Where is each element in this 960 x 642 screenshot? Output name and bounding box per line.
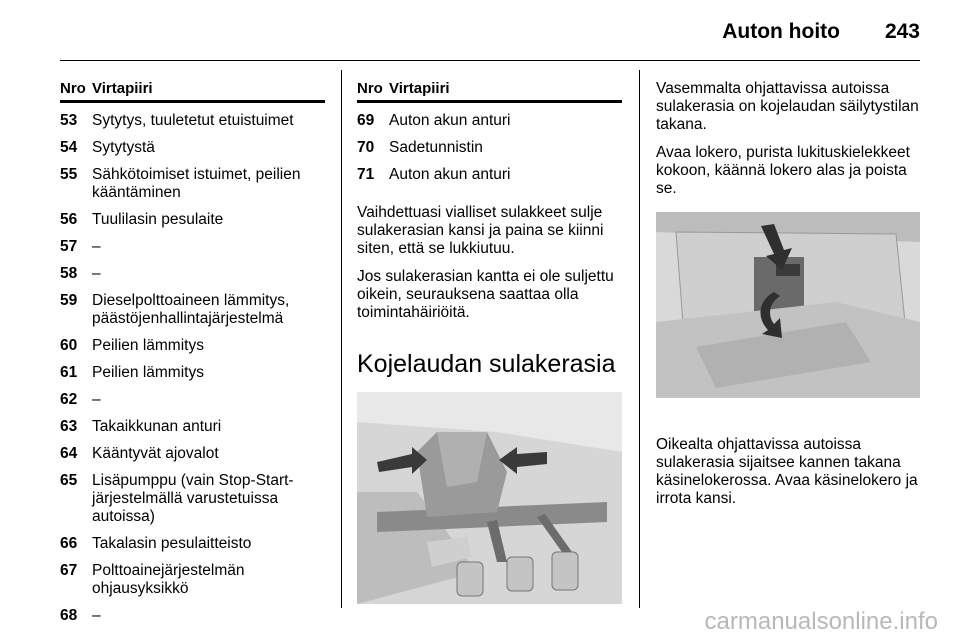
paragraph: Vaihdettuasi vialliset sulakkeet sulje sulakerasian kansi ja paina se kiinni siten, että se lukkiutuu. [357,204,604,257]
fuse-number: 57 [60,238,78,255]
table-header [357,80,622,103]
dashboard-fusebox-illustration [357,392,622,604]
paragraph: Avaa lokero, purista lukituskielekkeet kokoon, käännä lokero alas ja poista se. [656,144,910,197]
section-heading: Kojelaudan sulakerasia [357,350,616,378]
circuit-text: Dieselpolttoaineen lämmitys, päästöjenhallintajärjestelmä [92,292,290,327]
fuse-number: 58 [60,265,78,282]
table-row [60,292,325,328]
table-row [60,337,325,355]
fuse-number: 65 [60,472,78,489]
fuse-table-left [60,80,325,625]
column-divider [639,70,640,608]
fuse-number: 53 [60,112,78,129]
fuse-number: 59 [60,292,78,309]
table-row [357,166,622,184]
paragraph: Oikealta ohjattavissa autoissa sulakerasia sijaitsee kannen takana käsinelokerossa. Avaa käsinelokero ja irrota kansi. [656,436,918,507]
table-row [60,211,325,229]
table-row [357,112,622,130]
table-row [60,364,325,382]
circuit-text: – [92,607,101,624]
fuse-number: 64 [60,445,78,462]
glovebox-illustration [656,212,920,398]
circuit-text: – [92,265,101,282]
table-row [60,391,325,409]
table-row [60,238,325,256]
circuit-text: Peilien lämmitys [92,364,204,381]
fuse-number: 67 [60,562,78,579]
table-row [357,139,622,157]
fuse-number: 55 [60,166,78,183]
circuit-text: Polttoainejärjestelmän ohjausyksikkö [92,562,245,597]
table-header [60,80,325,103]
column-header-nro: Nro [60,80,86,97]
watermark: carmanualsonline.info [704,608,938,635]
circuit-text: Takalasin pesulaitteisto [92,535,252,552]
fuse-number: 63 [60,418,78,435]
circuit-text: Lisäpumppu (vain Stop-Start-järjestelmällä varustetuissa autoissa) [92,472,294,525]
column-header-virtapiiri: Virtapiiri [389,80,450,97]
circuit-text: Tuulilasin pesulaite [92,211,224,228]
table-row [60,472,325,526]
section-title: Auton hoito [722,20,840,43]
fuse-number: 66 [60,535,78,552]
column-header-virtapiiri: Virtapiiri [92,80,153,97]
fuse-number: 69 [357,112,375,129]
circuit-text: Sadetunnistin [389,139,483,156]
table-row [60,112,325,130]
circuit-text: Sytytystä [92,139,155,156]
circuit-text: – [92,238,101,255]
table-row [60,139,325,157]
paragraph: Jos sulakerasian kantta ei ole suljettu oikein, seurauksena saattaa olla toimintahäiriöitä. [357,268,614,321]
circuit-text: Takaikkunan anturi [92,418,222,435]
right-column [656,80,922,508]
fuse-number: 56 [60,211,78,228]
fuse-number: 61 [60,364,78,381]
table-row [60,607,325,625]
column-header-nro: Nro [357,80,383,97]
circuit-text: Sähkötoimiset istuimet, peilien kääntäminen [92,166,301,201]
fuse-number: 62 [60,391,78,408]
table-row [60,535,325,553]
circuit-text: – [92,391,101,408]
table-row [60,418,325,436]
circuit-text: Kääntyvät ajovalot [92,445,219,462]
table-row [60,445,325,463]
circuit-text: Sytytys, tuuletetut etuistuimet [92,112,294,129]
middle-column [357,80,622,604]
fuse-number: 71 [357,166,375,183]
table-row [60,265,325,283]
fuse-number: 68 [60,607,78,624]
page-header [60,0,920,61]
circuit-text: Auton akun anturi [389,166,511,183]
column-divider [341,70,342,608]
fuse-number: 70 [357,139,375,156]
circuit-text: Peilien lämmitys [92,337,204,354]
fuse-number: 54 [60,139,78,156]
table-row [60,562,325,598]
page-number: 243 [884,20,920,43]
paragraph: Vasemmalta ohjattavissa autoissa sulakerasia on kojelaudan säilytystilan takana. [656,80,919,133]
circuit-text: Auton akun anturi [389,112,511,129]
table-row [60,166,325,202]
fuse-number: 60 [60,337,78,354]
